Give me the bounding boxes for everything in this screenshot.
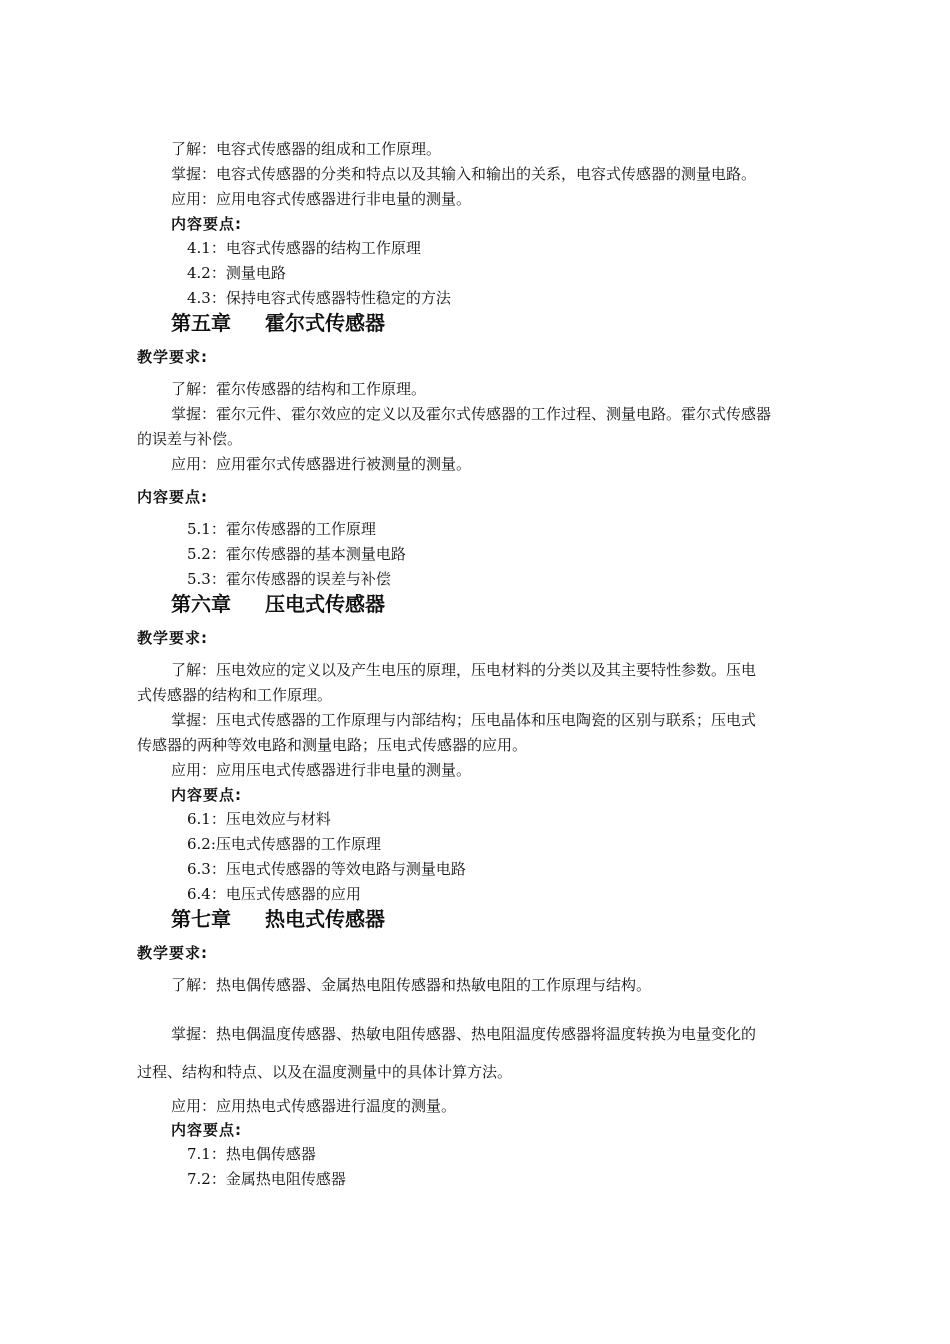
ch4-item-2: 4.2：测量电路 [187, 264, 286, 282]
ch5-master-line-2: 的误差与补偿。 [137, 430, 243, 448]
ch5-req-label: 教学要求: [137, 348, 208, 366]
ch7-item-1: 7.1：热电偶传感器 [187, 1145, 316, 1163]
ch7-master-line-2: 过程、结构和特点、以及在温度测量中的具体计算方法。 [137, 1063, 513, 1081]
ch5-title: 霍尔式传感器 [265, 311, 385, 335]
ch6-master-line-2: 传感器的两种等效电路和测量电路；压电式传感器的应用。 [137, 736, 528, 754]
ch7-content-label: 内容要点: [171, 1121, 242, 1139]
ch7-master-line-1: 掌握：热电偶温度传感器、热敏电阻传感器、热电阻温度传感器将温度转换为电量变化的 [171, 1025, 757, 1043]
ch6-item-4: 6.4：电压式传感器的应用 [187, 885, 361, 903]
ch6-understand-line-1: 了解：压电效应的定义以及产生电压的原理，压电材料的分类以及其主要特性参数。压电 [171, 661, 757, 679]
ch4-understand: 了解：电容式传感器的组成和工作原理。 [171, 140, 442, 158]
ch5-item-2: 5.2：霍尔传感器的基本测量电路 [187, 545, 406, 563]
ch6-item-2: 6.2:压电式传感器的工作原理 [187, 835, 381, 853]
ch7-item-2: 7.2：金属热电阻传感器 [187, 1170, 346, 1188]
ch6-master-line-1: 掌握：压电式传感器的工作原理与内部结构；压电晶体和压电陶瓷的区别与联系；压电式 [171, 711, 757, 729]
ch7-req-label: 教学要求: [137, 944, 208, 962]
ch5-apply: 应用：应用霍尔式传感器进行被测量的测量。 [171, 455, 472, 473]
ch5-understand: 了解：霍尔传感器的结构和工作原理。 [171, 380, 427, 398]
ch7-chapter-number: 第七章 [171, 907, 231, 931]
ch5-content-label: 内容要点: [137, 488, 208, 506]
ch7-heading [171, 906, 385, 932]
ch5-chapter-number: 第五章 [171, 311, 231, 335]
ch6-item-3: 6.3：压电式传感器的等效电路与测量电路 [187, 860, 466, 878]
ch4-item-3: 4.3：保持电容式传感器特性稳定的方法 [187, 289, 451, 307]
ch6-item-1: 6.1：压电效应与材料 [187, 810, 331, 828]
ch6-content-label: 内容要点: [171, 786, 242, 804]
ch6-chapter-number: 第六章 [171, 592, 231, 616]
ch4-apply: 应用：应用电容式传感器进行非电量的测量。 [171, 190, 472, 208]
ch7-title: 热电式传感器 [265, 907, 385, 931]
ch4-item-1: 4.1：电容式传感器的结构工作原理 [187, 239, 421, 257]
ch7-apply: 应用：应用热电式传感器进行温度的测量。 [171, 1097, 457, 1115]
ch4-content-label: 内容要点: [171, 215, 242, 233]
ch5-item-3: 5.3：霍尔传感器的误差与补偿 [187, 570, 391, 588]
ch5-master-line-1: 掌握：霍尔元件、霍尔效应的定义以及霍尔式传感器的工作过程、测量电路。霍尔式传感器 [171, 405, 772, 423]
ch6-title: 压电式传感器 [265, 592, 385, 616]
ch5-item-1: 5.1：霍尔传感器的工作原理 [187, 520, 376, 538]
ch6-apply: 应用：应用压电式传感器进行非电量的测量。 [171, 761, 472, 779]
ch5-heading [171, 310, 385, 336]
ch6-req-label: 教学要求: [137, 629, 208, 647]
ch7-understand: 了解：热电偶传感器、金属热电阻传感器和热敏电阻的工作原理与结构。 [171, 976, 652, 994]
ch4-master: 掌握：电容式传感器的分类和特点以及其输入和输出的关系，电容式传感器的测量电路。 [171, 165, 757, 183]
ch6-heading [171, 591, 385, 617]
ch6-understand-line-2: 式传感器的结构和工作原理。 [137, 686, 333, 704]
